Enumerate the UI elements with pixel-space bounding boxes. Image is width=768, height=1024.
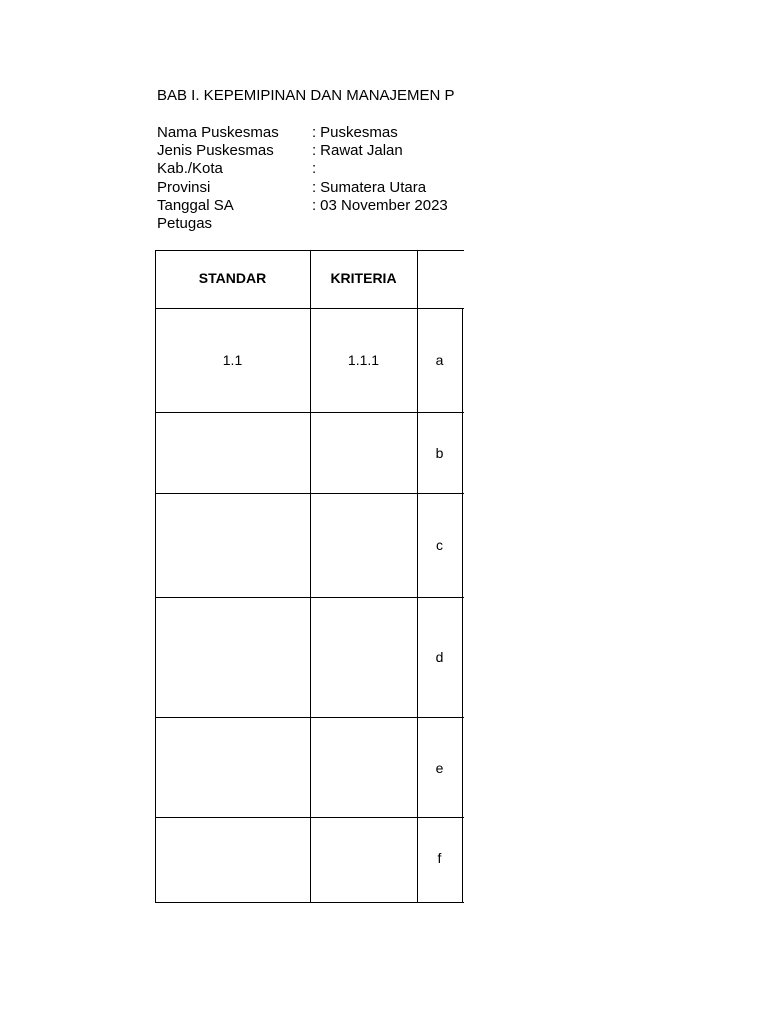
info-value-text: Puskesmas	[320, 124, 398, 141]
info-value: :	[312, 160, 317, 178]
info-value-text: Rawat Jalan	[320, 142, 403, 160]
info-row-nama	[157, 124, 477, 142]
info-label: Jenis Puskesmas	[157, 142, 274, 160]
item-cell: a	[435, 352, 444, 368]
info-value: : Sumatera Utara	[312, 178, 427, 196]
info-label: Petugas	[157, 214, 213, 232]
kriteria-cell: 1.1.1	[347, 352, 380, 368]
assessment-table	[155, 250, 464, 903]
info-label: Tanggal SA	[157, 196, 234, 214]
info-value: : 03 November 2023	[312, 196, 448, 214]
column-divider	[310, 250, 311, 903]
info-value-text: 03 November 2023	[320, 196, 448, 214]
item-cell: c	[436, 537, 443, 553]
item-cell: e	[435, 760, 444, 776]
header-standar: STANDAR	[198, 270, 267, 286]
info-value: : Puskesmas	[312, 124, 398, 141]
info-row-tanggal	[157, 197, 477, 215]
item-cell: b	[435, 445, 444, 461]
info-row-provinsi	[157, 179, 477, 197]
info-value-text: Sumatera Utara	[320, 178, 427, 196]
info-row-jenis	[157, 142, 477, 160]
info-label: Provinsi	[157, 178, 211, 196]
column-divider	[417, 250, 418, 903]
table-right-border	[462, 308, 463, 903]
info-label: Nama Puskesmas	[157, 124, 279, 141]
item-cell: d	[435, 649, 444, 665]
item-cell: f	[437, 850, 442, 866]
standar-cell: 1.1	[222, 352, 243, 368]
table-left-border	[155, 250, 156, 903]
info-row-kabkota	[157, 160, 477, 178]
info-block	[157, 124, 477, 233]
header-kriteria: KRITERIA	[330, 270, 397, 286]
info-value: : Rawat Jalan	[312, 142, 403, 160]
document-title: BAB I. KEPEMIPINAN DAN MANAJEMEN P	[157, 87, 455, 104]
info-row-petugas	[157, 215, 477, 233]
info-label: Kab./Kota	[157, 160, 223, 178]
